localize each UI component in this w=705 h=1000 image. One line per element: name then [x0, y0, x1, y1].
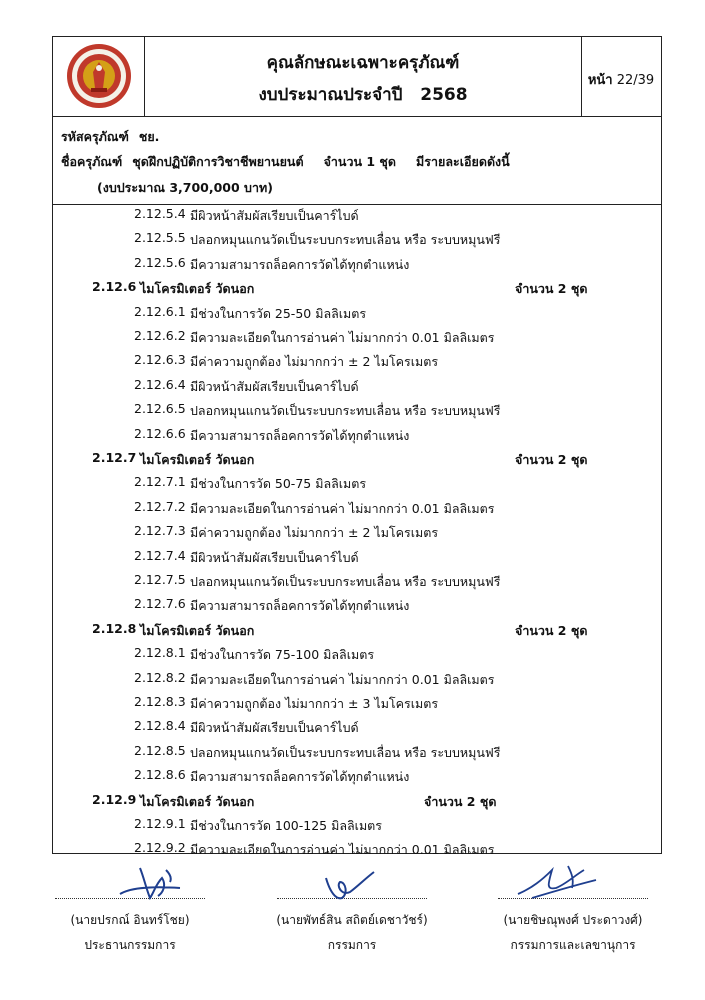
spec-item-text: ปลอกหมุนแกนวัดเป็นระบบกระทบเลื่อน หรือ ระบบหมุนฟรี — [190, 745, 501, 760]
spec-item-number: 2.12.7.1 — [134, 474, 186, 489]
spec-item-number: 2.12.9.2 — [134, 840, 186, 855]
spec-section-title: ไมโครมิเตอร์ วัดนอก — [140, 794, 255, 809]
spec-item-text: มีความสามารถล็อคการวัดได้ทุกตำแหน่ง — [190, 428, 410, 443]
spec-item-number: 2.12.7.3 — [134, 523, 186, 538]
spec-item-text: มีช่วงในการวัด 100-125 มิลลิเมตร — [190, 818, 383, 833]
spec-section-quantity: จำนวน 2 ชุด — [515, 281, 588, 296]
spec-item-number: 2.12.6.1 — [134, 304, 186, 319]
spec-section-heading: 2.12.6 — [92, 279, 137, 294]
budget-year-title — [145, 81, 581, 108]
spec-item-text: มีความละเอียดในการอ่านค่า ไม่มากกว่า 0.01 มิลลิเมตร — [190, 330, 495, 345]
signer-name: (นายพัทธ์สิน สถิตย์เดชาวัชร์) — [276, 913, 428, 927]
spec-section-title: ไมโครมิเตอร์ วัดนอก — [140, 452, 255, 467]
document-frame — [52, 36, 662, 854]
spec-item-text: มีช่วงในการวัด 25-50 มิลลิเมตร — [190, 306, 367, 321]
spec-item-number: 2.12.7.2 — [134, 499, 186, 514]
spec-item-text: มีความละเอียดในการอ่านค่า ไม่มากกว่า 0.01 มิลลิเมตร — [190, 842, 495, 857]
spec-item-number: 2.12.7.4 — [134, 548, 186, 563]
spec-item-number: 2.12.6.4 — [134, 377, 186, 392]
spec-item-text: มีความละเอียดในการอ่านค่า ไม่มากกว่า 0.01 มิลลิเมตร — [190, 501, 495, 516]
logo-cell — [53, 37, 145, 117]
spec-item-number: 2.12.6.6 — [134, 426, 186, 441]
budget-year-prefix: งบประมาณประจำปี — [258, 85, 403, 105]
equipment-code-line — [61, 127, 159, 147]
signer-role: กรรมการ — [327, 938, 377, 952]
page-title: คุณลักษณะเฉพาะครุภัณฑ์ — [266, 53, 460, 73]
handwritten-signature-1 — [110, 858, 190, 906]
equipment-quantity: จำนวน 1 ชุด — [323, 154, 397, 169]
spec-item-number: 2.12.8.5 — [134, 743, 186, 758]
spec-item-number: 2.12.5.4 — [134, 206, 186, 221]
header — [53, 37, 661, 117]
signer-name: (นายปรกณ์ อินทร์โชย) — [70, 913, 190, 927]
spec-item-number: 2.12.6.5 — [134, 401, 186, 416]
equipment-name-line — [61, 152, 510, 172]
page-value: 22/39 — [616, 73, 655, 88]
spec-item-text: มีค่าความถูกต้อง ไม่มากกว่า ± 2 ไมโครเมตร — [190, 354, 439, 369]
signer-role: ประธานกรรมการ — [84, 938, 176, 952]
budget-amount: (งบประมาณ 3,700,000 บาท) — [97, 180, 273, 195]
signer-name: (นายชิษณุพงศ์ ประดาวงศ์) — [503, 913, 643, 927]
code-label: รหัสครุภัณฑ์ — [61, 129, 129, 144]
spec-item-text: มีความสามารถล็อคการวัดได้ทุกตำแหน่ง — [190, 257, 410, 272]
signature-block-chair — [40, 898, 220, 955]
spec-section-heading: 2.12.8 — [92, 621, 137, 636]
page-number — [581, 69, 661, 90]
budget-year: 2568 — [420, 85, 468, 105]
spec-section-quantity: จำนวน 2 ชุด — [424, 794, 497, 809]
spec-item-number: 2.12.8.1 — [134, 645, 186, 660]
spec-item-text: มีผิวหน้าสัมผัสเรียบเป็นคาร์ไบด์ — [190, 208, 359, 223]
spec-item-text: มีค่าความถูกต้อง ไม่มากกว่า ± 3 ไมโครเมตร — [190, 696, 439, 711]
spec-item-number: 2.12.7.6 — [134, 596, 186, 611]
spec-item-number: 2.12.5.6 — [134, 255, 186, 270]
spec-item-text: มีผิวหน้าสัมผัสเรียบเป็นคาร์ไบด์ — [190, 550, 359, 565]
spec-section-heading: 2.12.9 — [92, 792, 137, 807]
signature-block-secretary — [478, 898, 668, 955]
spec-item-text: มีผิวหน้าสัมผัสเรียบเป็นคาร์ไบด์ — [190, 379, 359, 394]
spec-item-text: มีความละเอียดในการอ่านค่า ไม่มากกว่า 0.01 มิลลิเมตร — [190, 672, 495, 687]
spec-item-number: 2.12.9.1 — [134, 816, 186, 831]
spec-item-text: ปลอกหมุนแกนวัดเป็นระบบกระทบเลื่อน หรือ ระบบหมุนฟรี — [190, 232, 501, 247]
spec-item-number: 2.12.8.2 — [134, 670, 186, 685]
spec-item-number: 2.12.8.3 — [134, 694, 186, 709]
spec-item-number: 2.12.6.3 — [134, 352, 186, 367]
equipment-info — [53, 117, 661, 205]
spec-item-text: มีความสามารถล็อคการวัดได้ทุกตำแหน่ง — [190, 769, 410, 784]
spec-item-number: 2.12.8.4 — [134, 718, 186, 733]
spec-item-text: ปลอกหมุนแกนวัดเป็นระบบกระทบเลื่อน หรือ ระบบหมุนฟรี — [190, 574, 501, 589]
name-label: ชื่อครุภัณฑ์ — [61, 154, 123, 169]
spec-item-number: 2.12.5.5 — [134, 230, 186, 245]
spec-item-text: มีค่าความถูกต้อง ไม่มากกว่า ± 2 ไมโครเมตร — [190, 525, 439, 540]
spec-item-number: 2.12.8.6 — [134, 767, 186, 782]
detail-label: มีรายละเอียดดังนี้ — [416, 154, 510, 169]
code-value: ชย. — [138, 129, 160, 144]
page-label: หน้า — [587, 73, 613, 88]
spec-section-heading: 2.12.7 — [92, 450, 137, 465]
spec-section-title: ไมโครมิเตอร์ วัดนอก — [140, 281, 255, 296]
spec-item-text: มีช่วงในการวัด 50-75 มิลลิเมตร — [190, 476, 367, 491]
name-value: ชุดฝึกปฏิบัติการวิชาชีพยานยนต์ — [132, 154, 304, 169]
spec-item-number: 2.12.7.5 — [134, 572, 186, 587]
signer-role: กรรมการและเลขานุการ — [510, 938, 636, 952]
spec-item-number: 2.12.6.2 — [134, 328, 186, 343]
spec-section-quantity: จำนวน 2 ชุด — [515, 623, 588, 638]
spec-section-quantity: จำนวน 2 ชุด — [515, 452, 588, 467]
spec-item-text: มีผิวหน้าสัมผัสเรียบเป็นคาร์ไบด์ — [190, 720, 359, 735]
spec-item-text: ปลอกหมุนแกนวัดเป็นระบบกระทบเลื่อน หรือ ระบบหมุนฟรี — [190, 403, 501, 418]
spec-item-text: มีช่วงในการวัด 75-100 มิลลิเมตร — [190, 647, 375, 662]
handwritten-signature-3 — [512, 860, 602, 904]
handwritten-signature-2 — [320, 868, 380, 908]
vocational-commission-logo — [65, 42, 133, 110]
spec-section-title: ไมโครมิเตอร์ วัดนอก — [140, 623, 255, 638]
spec-item-text: มีความสามารถล็อคการวัดได้ทุกตำแหน่ง — [190, 598, 410, 613]
